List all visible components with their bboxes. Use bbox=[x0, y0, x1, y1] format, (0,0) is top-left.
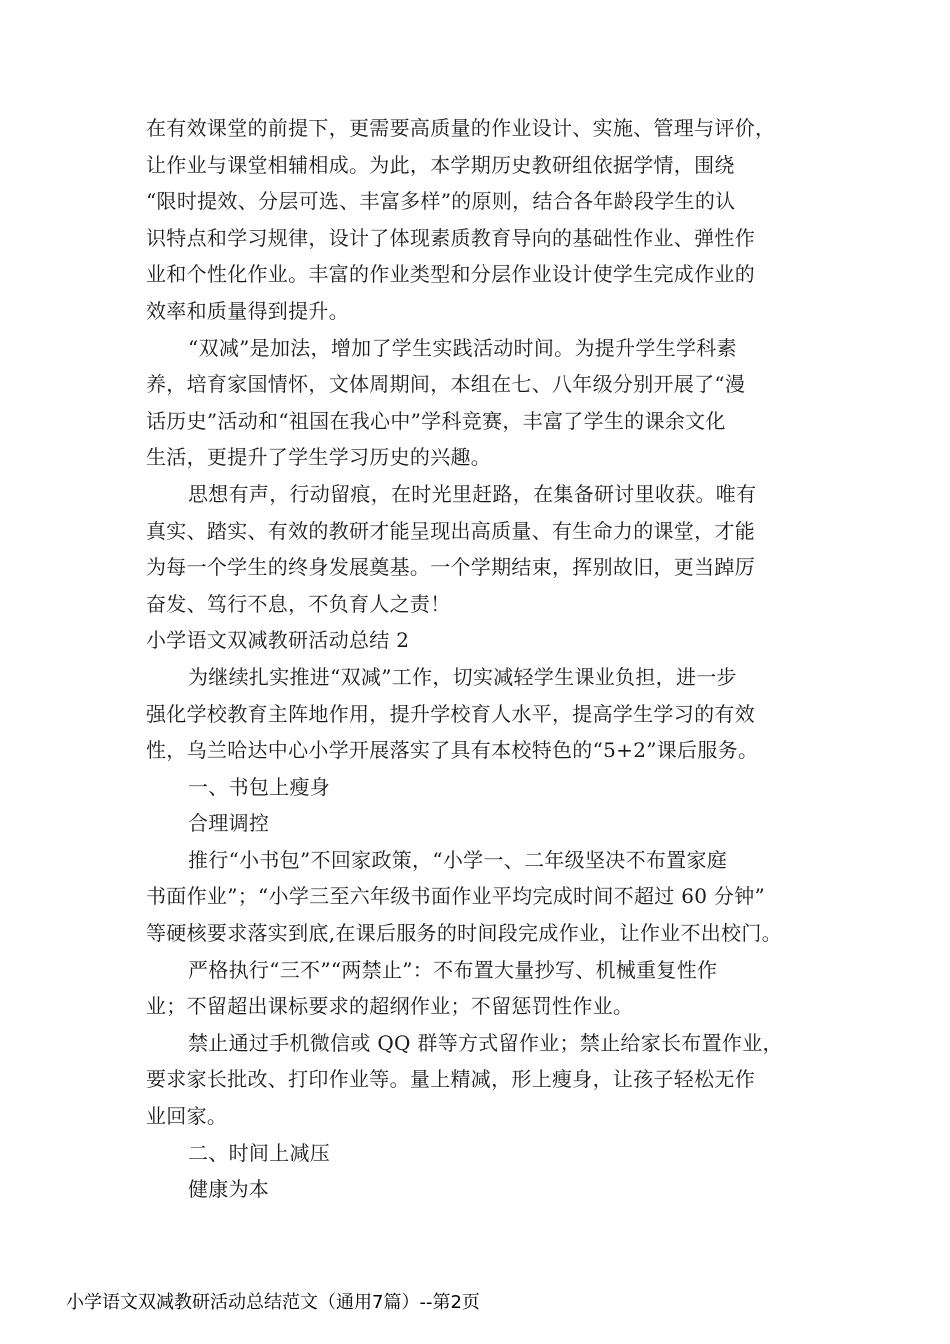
text-line: 奋发、笃行不息，不负育人之责！ bbox=[146, 591, 451, 616]
text-line: 书面作业”；“小学三至六年级书面作业平均完成时间不超过 60 分钟” bbox=[146, 884, 766, 909]
text-line: 生活，更提升了学生学习历史的兴趣。 bbox=[146, 445, 492, 470]
text-line: 业和个性化作业。丰富的作业类型和分层作业设计使学生完成作业的 bbox=[146, 262, 755, 287]
text-line: 业；不留超出课标要求的超纲作业；不留惩罚性作业。 bbox=[146, 994, 634, 1019]
text-line: 小学语文双减教研活动总结 2 bbox=[146, 628, 410, 653]
page-footer: 小学语文双减教研活动总结范文（通用7篇）--第2页 bbox=[66, 1292, 480, 1313]
text-line: 业回家。 bbox=[146, 1104, 228, 1129]
document-body bbox=[146, 110, 806, 1208]
text-line: 合理调控 bbox=[188, 811, 270, 836]
text-line: 二、时间上减压 bbox=[188, 1140, 331, 1165]
text-line: 思想有声，行动留痕，在时光里赶路，在集备研讨里收获。唯有 bbox=[188, 481, 757, 506]
text-line: 一、书包上瘦身 bbox=[188, 774, 331, 799]
text-line: 真实、踏实、有效的教研才能呈现出高质量、有生命力的课堂，才能 bbox=[146, 518, 755, 543]
text-line: 识特点和学习规律，设计了体现素质教育导向的基础性作业、弹性作 bbox=[146, 225, 755, 250]
text-line: 让作业与课堂相辅相成。为此，本学期历史教研组依据学情，围绕 bbox=[146, 152, 735, 177]
text-line: 健康为本 bbox=[188, 1177, 270, 1202]
text-line: 等硬核要求落实到底,在课后服务的时间段完成作业，让作业不出校门。 bbox=[146, 921, 782, 946]
text-line: “限时提效、分层可选、丰富多样”的原则，结合各年龄段学生的认 bbox=[146, 189, 736, 214]
text-line: 性，乌兰哈达中心小学开展落实了具有本校特色的“5+2”课后服务。 bbox=[146, 738, 759, 763]
text-line: “双减”是加法，增加了学生实践活动时间。为提升学生学科素 bbox=[188, 335, 737, 360]
text-line: 推行“小书包”不回家政策，“小学一、二年级坚决不布置家庭 bbox=[188, 847, 728, 872]
text-line: 为继续扎实推进“双减”工作，切实减轻学生课业负担，进一步 bbox=[188, 664, 737, 689]
text-line: 要求家长批改、打印作业等。量上精减，形上瘦身，让孩子轻松无作 bbox=[146, 1067, 755, 1092]
text-line: 话历史”活动和“祖国在我心中”学科竞赛，丰富了学生的课余文化 bbox=[146, 408, 726, 433]
text-line: 禁止通过手机微信或 QQ 群等方式留作业；禁止给家长布置作业， bbox=[188, 1030, 783, 1055]
text-line: 养，培育家国情怀，文体周期间，本组在七、八年级分别开展了“漫 bbox=[146, 372, 746, 397]
text-line: 强化学校教育主阵地作用，提升学校育人水平，提高学生学习的有效 bbox=[146, 701, 755, 726]
text-line: 在有效课堂的前提下，更需要高质量的作业设计、实施、管理与评价， bbox=[146, 116, 776, 140]
text-line: 为每一个学生的终身发展奠基。一个学期结束，挥别故旧，更当踔厉 bbox=[146, 555, 755, 580]
text-line: 效率和质量得到提升。 bbox=[146, 298, 349, 323]
text-line: 严格执行“三不”“两禁止”：不布置大量抄写、机械重复性作 bbox=[188, 957, 718, 982]
